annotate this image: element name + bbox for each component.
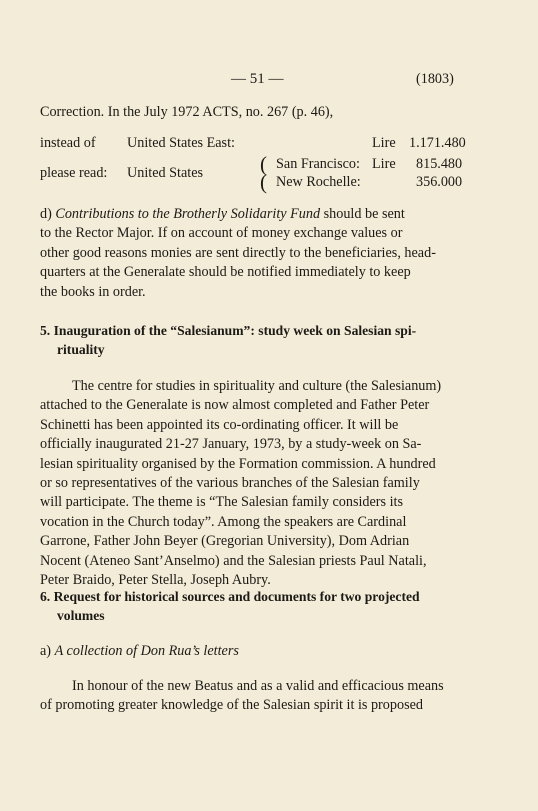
correction-row2-region: United States: [127, 165, 204, 181]
section-5-line-10: Nocent (Ateneo Sant’Anselmo) and the Salesian priests Paul Natali,: [40, 552, 427, 569]
section-d-line-1: should be sent: [320, 206, 405, 222]
correction-intro: Correction. In the July 1972 ACTS, no. 267 (p. 46),: [40, 104, 334, 120]
section-5-line-2: attached to the Generalate is now almost completed and Father Peter: [40, 397, 430, 414]
section-d-prefix: d): [40, 206, 56, 222]
correction-item2-name: New Rochelle:: [276, 174, 361, 190]
section-6-heading: [40, 588, 470, 625]
section-6a-prefix: a): [40, 643, 55, 659]
section-5-line-5: lesian spirituality organised by the Formation commission. A hundred: [40, 455, 436, 472]
section-5-line-4: officially inaugurated 21-27 January, 1973, by a study-week on Sa-: [40, 436, 422, 453]
brace-bottom: (: [260, 170, 267, 194]
section-d-line-4: quarters at the Generalate should be notified immediately to keep: [40, 264, 411, 281]
section-5-line-8: vocation in the Church today”. Among the speakers are Cardinal: [40, 513, 407, 530]
section-d-line-5: the books in order.: [40, 283, 146, 300]
correction-item2-amount: 356.000: [416, 174, 463, 190]
section-5-heading-line-2: rituality: [57, 341, 105, 357]
correction-row1-label: instead of: [40, 135, 96, 151]
correction-item1-amount: 815.480: [416, 156, 463, 172]
section-6-line-2: of promoting greater knowledge of the Salesian spirit it is proposed: [40, 697, 423, 714]
section-5-heading: [40, 322, 460, 359]
brace-top: (: [260, 152, 267, 176]
section-d-line: [40, 205, 498, 224]
section-6a-title: A collection of Don Rua’s letters: [54, 643, 239, 659]
section-6-line-1: In honour of the new Beatus and as a valid and efficacious means: [72, 678, 444, 694]
section-5-line-1: The centre for studies in spirituality and culture (the Salesianum): [72, 378, 442, 394]
section-5-paragraph: [40, 377, 498, 590]
section-d-line-2: to the Rector Major. If on account of money exchange values or: [40, 225, 403, 242]
correction-row2-label: please read:: [40, 165, 108, 181]
correction-row1-currency: Lire: [372, 135, 396, 151]
correction-item1-currency: Lire: [372, 156, 396, 172]
page-number: — 51 —: [231, 71, 284, 87]
section-d-paragraph: [40, 205, 498, 302]
section-6-heading-line-1: 6. Request for historical sources and documents for two projected: [40, 589, 420, 604]
folio-number: (1803): [416, 71, 454, 87]
correction-row1-region: United States East:: [127, 135, 235, 151]
section-5-line-11: Peter Braido, Peter Stella, Joseph Aubry.: [40, 572, 271, 589]
section-5-line-9: Garrone, Father John Beyer (Gregorian University), Dom Adrian: [40, 533, 410, 550]
section-d-line-3: other good reasons monies are sent directly to the beneficiaries, head-: [40, 244, 436, 261]
correction-row1-amount: 1.171.480: [409, 135, 466, 151]
section-6-paragraph: [40, 677, 498, 716]
section-5-line-7: will participate. The theme is “The Salesian family considers its: [40, 494, 403, 511]
section-d-italic-title: Contributions to the Brotherly Solidarity Fund: [55, 206, 321, 222]
correction-item1-name: San Francisco:: [276, 156, 360, 172]
section-6a-subheading: [40, 642, 239, 661]
section-5-line-3: Schinetti has been appointed its co-ordinating officer. It will be: [40, 416, 399, 433]
section-5-line-6: or so representatives of the various branches of the Salesian family: [40, 475, 420, 492]
section-6-heading-line-2: volumes: [57, 607, 105, 623]
section-5-heading-line-1: 5. Inauguration of the “Salesianum”: study week on Salesian spi-: [40, 323, 417, 338]
